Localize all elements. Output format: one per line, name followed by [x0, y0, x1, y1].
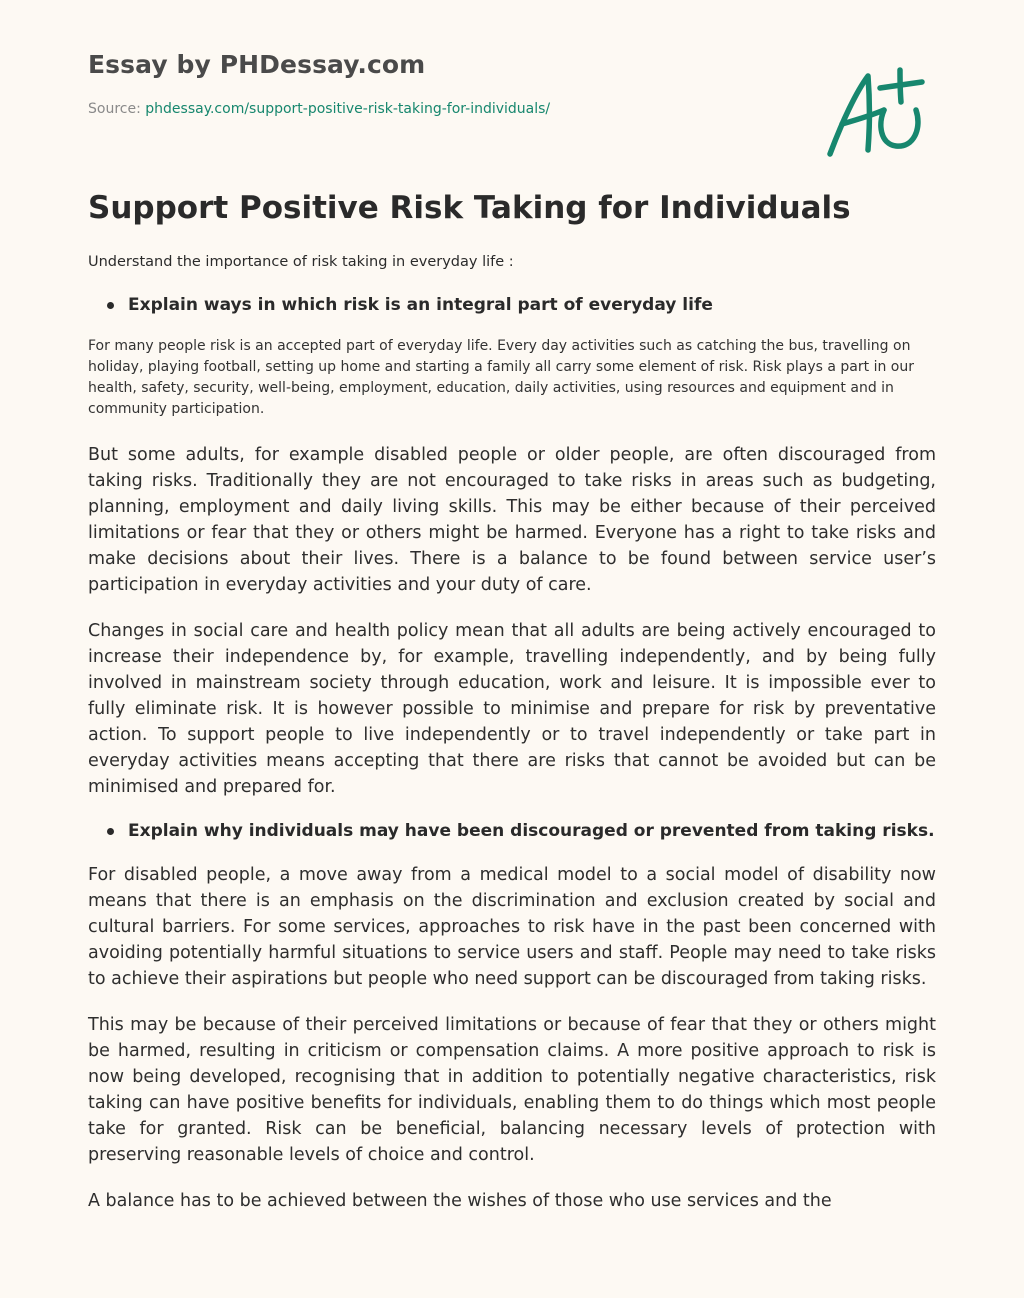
site-brand: Essay by PHDessay.com: [88, 50, 426, 79]
page-title: Support Positive Risk Taking for Individuals: [88, 190, 851, 226]
paragraph-1: For many people risk is an accepted part of everyday life. Every day activities such as catching the bus, travelling on holiday, playing football, setting up home and starting a family all carry some element of risk. Risk plays a part in our health, safety, security, well-being, employment, education, daily activities, using resources and equipment and in community participation.: [88, 338, 914, 417]
paragraph-2: But some adults, for example disabled people or older people, are often discouraged from taking risks. Traditionally they are not encouraged to take risks in areas such as budgeting, planning, employment and daily living skills. This may be either because of their perceived limitations or fear that they or others might be harmed. Everyone has a right to take risks and make decisions about their lives. There is a balance to be found between service user’s participation in everyday activities and your duty of care.: [88, 445, 936, 595]
source-label: Source:: [88, 101, 146, 117]
bullet-heading-2: Explain why individuals may have been discouraged or prevented from taking risks.: [88, 820, 936, 842]
source-line: [88, 101, 550, 117]
paragraph-6: A balance has to be achieved between the wishes of those who use services and the: [88, 1191, 832, 1211]
source-link[interactable]: phdessay.com/support-positive-risk-taking-for-individuals/: [145, 101, 551, 117]
article-body: [88, 252, 936, 1234]
paragraph-5: This may be because of their perceived limitations or because of fear that they or others might be harmed, resulting in criticism or compensation claims. A more positive approach to risk is now being developed, recognising that in addition to potentially negative characteristics, risk taking can have positive benefits for individuals, enabling them to do things which most people take for granted. Risk can be beneficial, balancing necessary levels of protection with preserving reasonable levels of choice and control.: [88, 1015, 936, 1165]
paragraph-4: For disabled people, a move away from a medical model to a social model of disability now means that there is an emphasis on the discrimination and exclusion created by social and cultural barriers. For some services, approaches to risk have in the past been concerned with avoiding potentially harmful situations to service users and staff. People may need to take risks to achieve their aspirations but people who need support can be discouraged from taking risks.: [88, 865, 936, 989]
bullet-heading-1: Explain ways in which risk is an integral part of everyday life: [88, 294, 936, 316]
a-plus-logo-icon: [822, 62, 932, 162]
intro-text: Understand the importance of risk taking in everyday life :: [88, 254, 514, 270]
paragraph-3: Changes in social care and health policy mean that all adults are being actively encouraged to increase their independence by, for example, travelling independently, and by being fully involved in mainstream society through education, work and leisure. It is impossible ever to fully eliminate risk. It is however possible to minimise and prepare for risk by preventative action. To support people to live independently or to travel independently or take part in everyday activities means accepting that there are risks that cannot be avoided but can be minimised and prepared for.: [88, 621, 936, 797]
